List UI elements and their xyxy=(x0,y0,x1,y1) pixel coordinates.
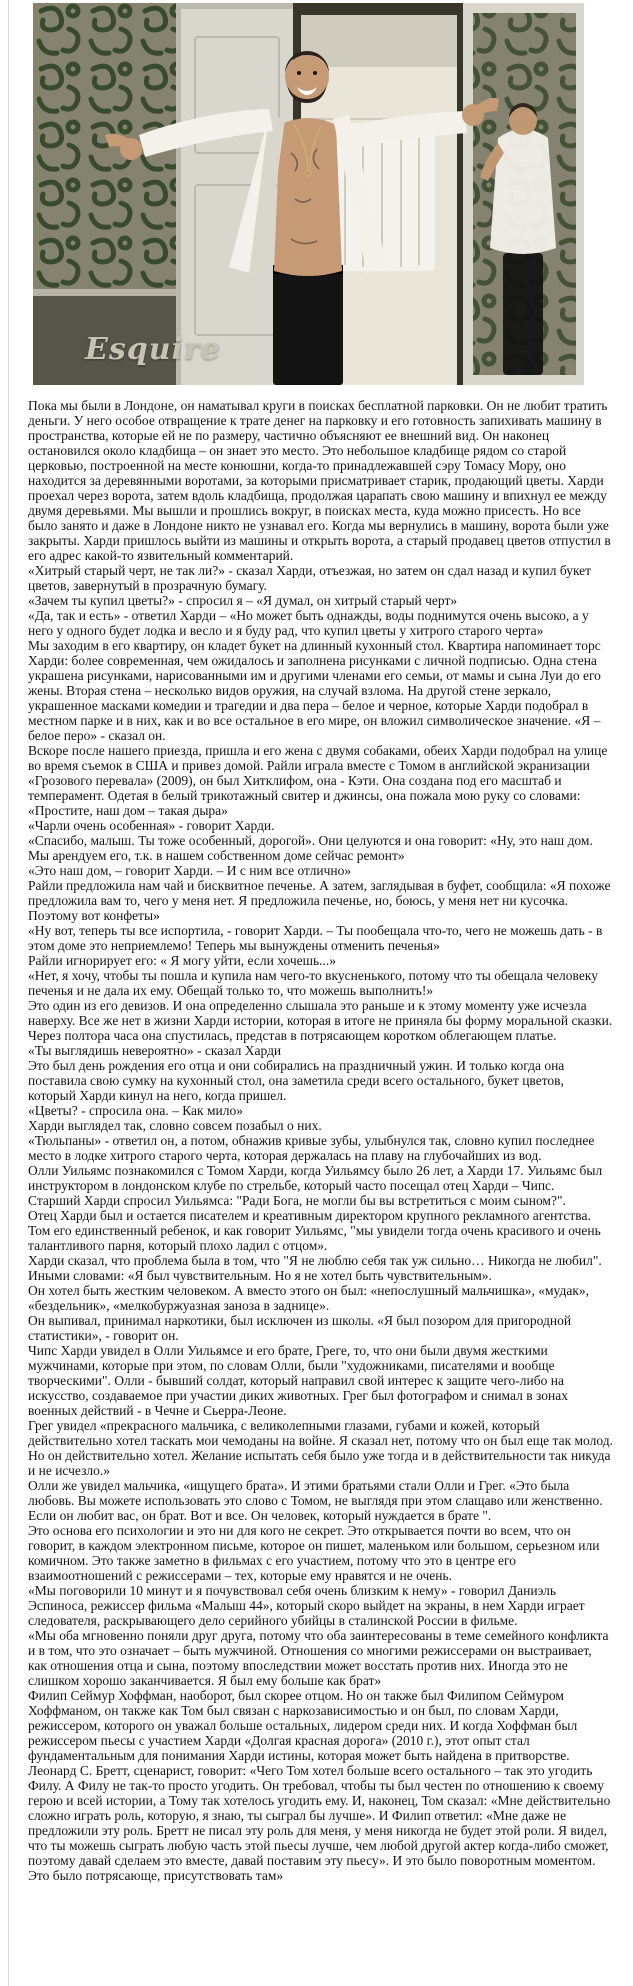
tom-hardy-photo-illustration xyxy=(33,3,584,385)
article-paragraph: «Спасибо, малыш. Ты тоже особенный, дорогой». Они целуются и она говорит: «Ну, это наш дом. Мы арендуем его, т.к. в нашем собственном доме сейчас ремонт» xyxy=(28,833,593,863)
article-paragraph: Грег увидел «прекрасного мальчика, с великолепными глазами, губами и кожей, который действительно хотел таскать мои чемоданы на войне. Я сказал нет, потому что он был еще так молод. Но он действительно хотел. Желание испытать себя было уже тогда и в действительности так никуда и не исчезло.» xyxy=(28,1418,613,1478)
article-paragraph: «Ты выглядишь невероятно» - сказал Харди xyxy=(28,1043,282,1058)
article-paragraph: «Это наш дом, – говорит Харди. – И с ним все отлично» xyxy=(28,863,352,878)
article-paragraph: «Мы поговорили 10 минут и я почувствовал себя очень близким к нему» - говорил Даниэль Эспиноса, режиссер фильма «Малыш 44», который скоро выйдет на экраны, в нем Харди играет следователя, раскрывающего дело серийного убийцы в сталинской России в фильме. xyxy=(28,1583,585,1628)
article-paragraph: Вскоре после нашего приезда, пришла и его жена с двумя собаками, обеих Харди подобрал на улице во время съемок в США и привез домой. Райли играла вместе с Томом в английской экранизации «Грозового перевала» (2009), он был Хитклифом, она - Кэти. Она создана под его масштаб и темперамент. Одетая в белый трикотажный свитер и джинсы, она пожала мою руку со словами: «Простите, наш дом – такая дыра» xyxy=(28,743,608,818)
esquire-logo: Esquire xyxy=(85,332,221,367)
article-paragraph: Харди сказал, что проблема была в том, что "Я не люблю себя так уж сильно… Никогда не любил". Иными словами: «Я был чувствительным. Но я не хотел быть чувствительным». xyxy=(28,1253,602,1283)
article-paragraph: «Да, так и есть» - ответил Харди – «Но может быть однажды, воды поднимутся очень высоко, а у него у одного будет лодка и весло и я буду рад, что купил цветы у хитрого старого черта» xyxy=(28,608,589,638)
article-paragraph: Он выпивал, принимал наркотики, был исключен из школы. «Я был позором для пригородной статистики», - говорит он. xyxy=(28,1313,572,1343)
article-paragraph: Это основа его психологии и это ни для кого не секрет. Это открывается почти во всем, что он говорит, в каждом электронном письме, которое он пишет, маленьком или большом, серьезном или комичном. Это также заметно в фильмах с его участием, потому что это в центре его взаимоотношений с режиссерами – тех, которые ему нравятся и не очень. xyxy=(28,1523,600,1583)
article-paragraph: Это был день рождения его отца и они собирались на праздничный ужин. И только когда она поставила свою сумку на кухонный стол, она заметила среди всего остального, букет цветов, который Харди кинул на него, когда пришел. xyxy=(28,1058,565,1103)
article-paragraph: Это один из его девизов. И она определенно слышала это раньше и к этому моменту уже исчезла наверху. Все же нет в жизни Харди истории, которая в итоге не приняла бы форму моральной сказки. Через полтора часа она спустилась, представ в потрясающем коротком облегающем платье. xyxy=(28,998,613,1043)
article-paragraph: Олли же увидел мальчика, «ищущего брата». И этими братьями стали Олли и Грег. «Это была любовь. Вы можете использовать это слово с Томом, не выглядя при этом слащаво или женственно. Если он любит вас, он брат. Вот и все. Он человек, который нуждается в брате ". xyxy=(28,1478,603,1523)
article-paragraph: Олли Уильямс познакомился с Томом Харди, когда Уильямсу было 26 лет, а Харди 17. Уильямс был инструктором в лондонском клубе по стрельбе, который часто посещал отец Харди – Чипс. xyxy=(28,1163,603,1193)
article-paragraph: Пока мы были в Лондоне, он наматывал круги в поисках бесплатной парковки. Он не любит тратить деньги. У него особое отвращение к трате денег на парковку и его готовность запихивать машину в пространства, которые ей не по размеру, частично объясняют ее внешний вид. Он наконец остановился около кладбища – он знает это место. Это небольшое кладбище рядом со старой церковью, построенной на месте конюшни, когда-то принадлежавшей сэру Томасу Мору, оно находится за деревянными воротами, за которыми присматривает старик, продающий цветы. Харди проехал через ворота, затем вдоль кладбища, продолжая царапать свою машину и впихнул ее между двумя деревьями. Мы вышли и прошлись вокруг, в поисках места, куда можно присесть. Но все было занято и даже в Лондоне никто не узнавал его. Когда мы вернулись в машину, ворота были уже закрыты. Харди пришлось выйти из машины и открыть ворота, а старый продавец цветов отпустил в его адрес какой-то язвительный комментарий. xyxy=(28,398,611,563)
article-paragraph: Харди выглядел так, словно совсем позабыл о них. xyxy=(28,1118,322,1133)
article-paragraph: «Нет, я хочу, чтобы ты пошла и купила нам чего-то вкусненького, потому что ты обещала человеку печенья и не дала их ему. Обещай только то, что можешь выполнить!» xyxy=(28,968,598,998)
article-paragraph: «Ну вот, теперь ты все испортила, - говорит Харди. – Ты пообещала что-то, чего не можешь дать - в этом доме это неприемлемо! Теперь мы вынуждены отменить печенья» xyxy=(28,923,603,953)
article-paragraph: Отец Харди был и остается писателем и креативным директором крупного рекламного агентства. xyxy=(28,1208,591,1223)
article-paragraph: Мы заходим в его квартиру, он кладет букет на длинный кухонный стол. Квартира напоминает торс Харди: более современная, чем ожидалось и заполнена рисунками с личной подписью. Одна стена украшена рисунками, нарисованными им и другими членами его семьи, от мамы и сына Луи до его жены. Вторая стена – несколько видов оружия, на случай взлома. На другой стене зеркало, украшенное масками комедии и трагедии и два пера – белое и черное, которые Харди подобрал в местном парке и в них, как и во все остальное в его мире, он вложил символическое значение. «Я – белое перо» - сказал он. xyxy=(28,638,601,743)
article-paragraph: Том его единственный ребенок, и как говорит Уильямс, "мы увидели тогда очень красивого и очень талантливого парня, который плохо ладил с отцом». xyxy=(28,1223,601,1253)
article-paragraph: Чипс Харди увидел в Олли Уильямсе и его брате, Греге, то, что они были двумя жесткими мужчинами, которые при этом, по словам Олли, были "художниками, писателями и вообще творческими". Олли - бывший солдат, который направил свой интерес к защите чего-либо на искусство, создаваемое при участии диких животных. Грег был фотографом и снимал в зонах военных действий - в Чечне и Сьерра-Леоне. xyxy=(28,1343,568,1418)
article-paragraph: «Мы оба мгновенно поняли друг друга, потому что оба заинтересованы в теме семейного конфликта и в том, что это означает – быть мужчиной. Отношения со многими режиссерами он выстраивает, как отношения отца и сына, поэтому впоследствии может восстать против них. Иногда это не слишком хорошо заканчивается. Я был ему больше как брат» xyxy=(28,1628,609,1688)
article-paragraph: «Хитрый старый черт, не так ли?» - сказал Харди, отъезжая, но затем он сдал назад и купил букет цветов, завернутый в прозрачную бумагу. xyxy=(28,563,592,593)
article-paragraph: Старший Харди спросил Уильямса: "Ради Бога, не могли бы вы встретиться с моим сыном?". xyxy=(28,1193,566,1208)
article-paragraph: «Зачем ты купил цветы?» - спросил я – «Я думал, он хитрый старый черт» xyxy=(28,593,458,608)
article-photo xyxy=(33,3,584,385)
article-paragraph: «Цветы? - спросила она. – Как мило» xyxy=(28,1103,243,1118)
article-paragraph: Леонард С. Бретт, сценарист, говорит: «Чего Том хотел больше всего остального – так это угодить Филу. А Филу не так-то просто угодить. Он требовал, чтобы ты был честен по отношению к своему герою и всей истории, а Тому так хотелось угодить ему. И, наконец, Том сказал: «Мне действительно сложно играть роль, которую, я знаю, ты сыграл бы лучше». И Филип ответил: «Мне даже не предложили эту роль. Бретт не писал эту роль для меня, у меня никогда не будет этой роли. Я видел, что ты можешь сыграть любую часть этой пьесы лучше, чем любой другой актер когда-либо сможет, поэтому давай сделаем это вместе, давай поставим эту пьесу». И это было поворотным моментом. Это было потрясающе, присутствовать там» xyxy=(28,1763,611,1883)
article-paragraph: «Тюльпаны» - ответил он, а потом, обнажив кривые зубы, улыбнулся так, словно купил последнее место в лодке хитрого старого черта, которая держалась на плаву на глубочайших из вод. xyxy=(28,1133,595,1163)
article-paragraph: Он хотел быть жестким человеком. А вместо этого он был: «непослушный мальчишка», «мудак», «бездельник», «мелкобуржуазная заноза в заднице». xyxy=(28,1283,590,1313)
page-left-border xyxy=(8,0,9,1986)
article-paragraph: Райли предложила нам чай и бисквитное печенье. А затем, заглядывая в буфет, сообщила: «Я похоже предложила вам то, чего у меня нет. Я предложила печенье, но, боюсь, у меня нет ни кусочка. Поэтому вот конфеты» xyxy=(28,878,611,923)
article-paragraph: Филип Сеймур Хоффман, наоборот, был скорее отцом. Но он также был Филипом Сеймуром Хоффманом, он также как Том был связан с наркозависимостью и он был, по словам Харди, режиссером, которого он уважал больше остальных, лидером среди них. И когда Хоффман был режиссером пьесы с участием Харди «Долгая красная дорога» (2010 г.), этот опыт стал фундаментальным для понимания Харди истины, которая может быть найдена в притворстве. xyxy=(28,1688,578,1763)
article-paragraph: Райли игнорирует его: « Я могу уйти, если хочешь...» xyxy=(28,953,337,968)
article-body xyxy=(28,398,613,1883)
article-paragraph: «Чарли очень особенная» - говорит Харди. xyxy=(28,818,275,833)
